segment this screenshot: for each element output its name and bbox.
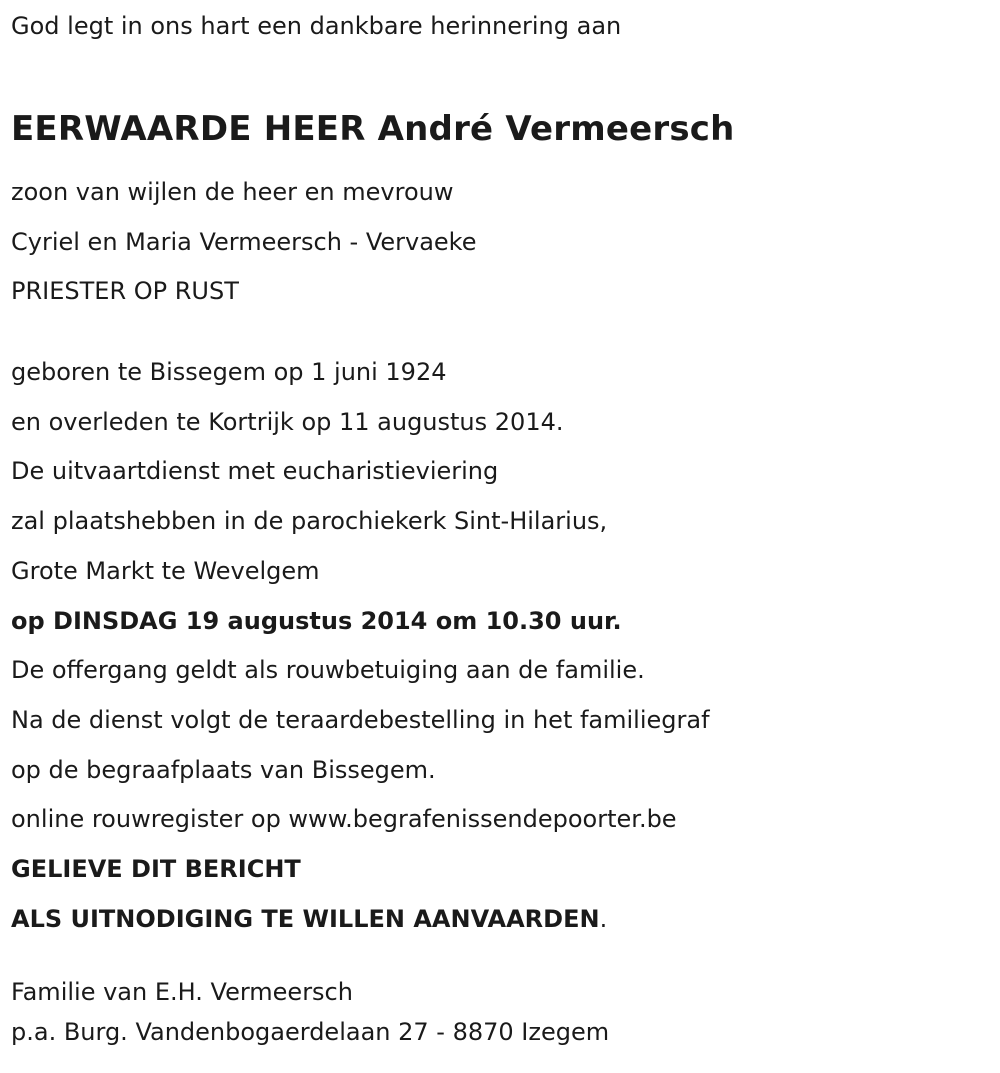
family-address: p.a. Burg. Vandenbogaerdelaan 27 - 8870 Izegem <box>11 1018 610 1046</box>
service-datetime: op DINSDAG 19 augustus 2014 om 10.30 uur. <box>11 606 622 635</box>
offering-line: De offergang geldt als rouwbetuiging aan de familie. <box>11 656 645 685</box>
request-line-2-period: . <box>599 904 608 933</box>
family-name: Familie van E.H. Vermeersch <box>11 978 353 1006</box>
intro-text: God legt in ons hart een dankbare herinnering aan <box>11 12 622 40</box>
parents-line: zoon van wijlen de heer en mevrouw <box>11 178 454 206</box>
family-block <box>11 972 609 1052</box>
request-line-2 <box>11 895 710 945</box>
parents-names: Cyriel en Maria Vermeersch - Vervaeke <box>11 227 477 256</box>
request-line-2-text: ALS UITNODIGING TE WILLEN AANVAARDEN <box>11 904 600 933</box>
deceased-name: EERWAARDE HEER André Vermeersch <box>11 108 735 149</box>
register-line: online rouwregister op www.begrafenissendepoorter.be <box>11 805 677 834</box>
birth-line: geboren te Bissegem op 1 juni 1924 <box>11 358 447 386</box>
death-line: en overleden te Kortrijk op 11 augustus 2014. <box>11 407 564 436</box>
burial-line-2: op de begraafplaats van Bissegem. <box>11 755 436 784</box>
request-line-1: GELIEVE DIT BERICHT <box>11 855 301 884</box>
burial-line-1: Na de dienst volgt de teraardebestelling in het familiegraf <box>11 705 710 734</box>
service-line-2: zal plaatshebben in de parochiekerk Sint-Hilarius, <box>11 507 608 536</box>
service-location: Grote Markt te Wevelgem <box>11 556 320 585</box>
parents-block <box>11 168 477 317</box>
service-line-1: De uitvaartdienst met eucharistieviering <box>11 457 499 486</box>
details-block <box>11 348 710 944</box>
title-line: PRIESTER OP RUST <box>11 277 239 306</box>
